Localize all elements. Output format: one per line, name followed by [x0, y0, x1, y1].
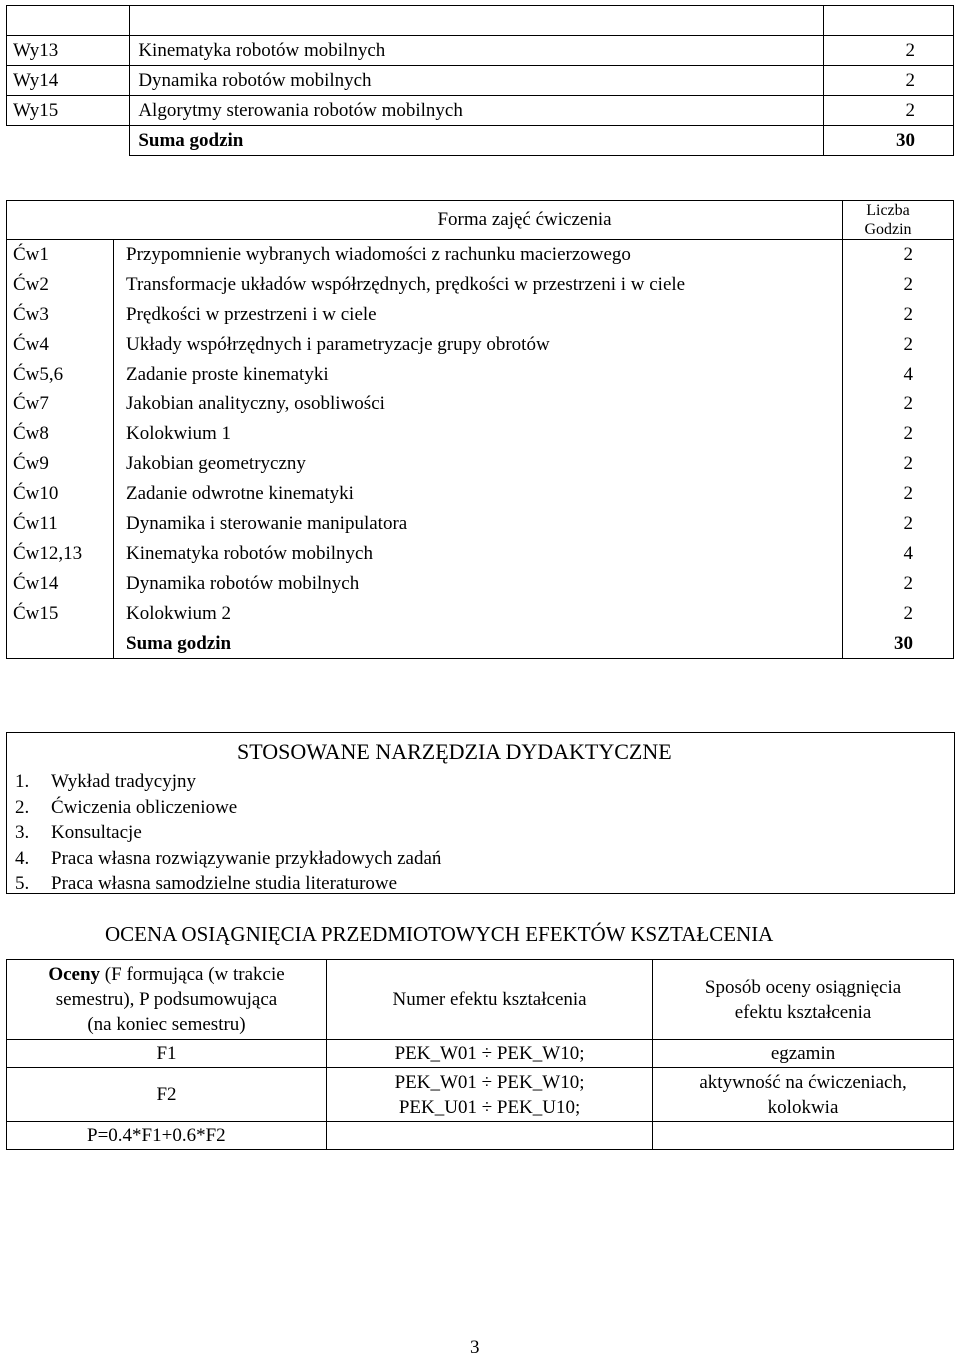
list-item-number: 2.	[15, 796, 30, 818]
exercise-hours: 2	[843, 389, 954, 419]
table-row	[7, 1040, 954, 1068]
exercise-code: Ćw12,13	[7, 539, 114, 569]
exercise-code: Ćw5,6	[7, 360, 114, 390]
table-row	[7, 389, 954, 419]
exercise-code: Ćw4	[7, 330, 114, 360]
exercise-hours: 2	[843, 300, 954, 330]
exercise-hours: 2	[843, 419, 954, 449]
lectures-table	[6, 5, 954, 156]
exercise-code: Ćw15	[7, 599, 114, 629]
exercises-header-row	[7, 201, 954, 240]
exercises-body	[7, 240, 954, 629]
table-row	[7, 449, 954, 479]
lecture-topic: Algorytmy sterowania robotów mobilnych	[130, 96, 823, 126]
exercise-code: Ćw10	[7, 479, 114, 509]
exercise-code: Ćw14	[7, 569, 114, 599]
list-item-text: Ćwiczenia obliczeniowe	[51, 796, 238, 818]
exercise-hours: 2	[843, 509, 954, 539]
grades-header-text: (F formująca (w trakcie	[100, 964, 285, 985]
exercise-topic: Kinematyka robotów mobilnych	[114, 539, 843, 569]
exercise-hours: 4	[843, 360, 954, 390]
exercise-hours: 2	[843, 270, 954, 300]
list-item-number: 4.	[15, 847, 30, 869]
effect-cell: PEK_W01 ÷ PEK_W10; PEK_U01 ÷ PEK_U10;	[327, 1068, 653, 1122]
table-row	[7, 419, 954, 449]
method-cell: aktywność na ćwiczeniach, kolokwia	[653, 1068, 954, 1122]
list-item-number: 1.	[15, 771, 30, 792]
exercise-code: Ćw11	[7, 509, 114, 539]
exercises-table	[6, 200, 954, 659]
exercise-hours: 2	[843, 479, 954, 509]
lectures-top-row	[7, 6, 954, 36]
table-row	[7, 240, 954, 270]
exercise-code: Ćw2	[7, 270, 114, 300]
teaching-tools-title: STOSOWANE NARZĘDZIA DYDAKTYCZNE	[237, 739, 672, 764]
exercise-topic: Kolokwium 2	[114, 599, 843, 629]
table-row	[7, 479, 954, 509]
table-row	[7, 300, 954, 330]
lecture-topic: Dynamika robotów mobilnych	[130, 66, 823, 96]
assessment-header-row	[7, 960, 954, 1040]
exercise-topic: Prędkości w przestrzeni i w ciele	[114, 300, 843, 330]
exercise-code: Ćw7	[7, 389, 114, 419]
list-item	[15, 769, 441, 795]
list-item	[15, 795, 441, 821]
table-row	[7, 270, 954, 300]
list-item	[15, 871, 441, 897]
table-row	[7, 539, 954, 569]
table-row	[7, 330, 954, 360]
table-row	[7, 599, 954, 629]
list-item	[15, 820, 441, 846]
exercise-hours: 2	[843, 599, 954, 629]
exercise-hours: 2	[843, 240, 954, 270]
exercise-topic: Jakobian geometryczny	[114, 449, 843, 479]
lecture-hours: 2	[823, 96, 953, 126]
exercise-topic: Przypomnienie wybranych wiadomości z rachunku macierzowego	[114, 240, 843, 270]
list-item-text: Wykład tradycyjny	[51, 771, 197, 792]
lectures-sum-row	[7, 126, 954, 156]
lecture-topic: Kinematyka robotów mobilnych	[130, 36, 823, 66]
grade-cell: F1	[7, 1040, 327, 1068]
exercises-form-header: Forma zajęć ćwiczenia	[7, 201, 843, 240]
lecture-hours: 2	[823, 66, 953, 96]
exercise-topic: Zadanie proste kinematyki	[114, 360, 843, 390]
assessment-header-effect: Numer efektu kształcenia	[327, 960, 653, 1040]
lecture-code: Wy14	[7, 66, 130, 96]
table-row	[7, 1068, 954, 1122]
teaching-tools-box	[6, 732, 955, 894]
exercise-code: Ćw1	[7, 240, 114, 270]
exercise-topic: Zadanie odwrotne kinematyki	[114, 479, 843, 509]
lecture-code: Wy15	[7, 96, 130, 126]
list-item-number: 3.	[15, 822, 30, 843]
exercise-topic: Dynamika i sterowanie manipulatora	[114, 509, 843, 539]
assessment-table	[6, 959, 954, 1150]
exercise-topic: Jakobian analityczny, osobliwości	[114, 389, 843, 419]
assessment-title: OCENA OSIĄGNIĘCIA PRZEDMIOTOWYCH EFEKTÓW KSZTAŁCENIA	[105, 922, 774, 946]
exercise-hours: 2	[843, 449, 954, 479]
table-row	[7, 96, 954, 126]
table-row	[7, 360, 954, 390]
exercise-topic: Dynamika robotów mobilnych	[114, 569, 843, 599]
effect-cell: PEK_W01 ÷ PEK_W10;	[327, 1040, 653, 1068]
lectures-sum-value: 30	[823, 126, 953, 156]
list-item-text: Praca własna rozwiązywanie przykładowych zadań	[51, 847, 442, 869]
page-number: 3	[470, 1337, 480, 1358]
lecture-code: Wy13	[7, 36, 130, 66]
assessment-header-grades	[7, 960, 327, 1040]
exercise-code: Ćw9	[7, 449, 114, 479]
grades-bold-label: Oceny	[48, 964, 101, 985]
exercise-topic: Układy współrzędnych i parametryzacje grupy obrotów	[114, 330, 843, 360]
table-row	[7, 509, 954, 539]
exercises-sum-label: Suma godzin	[114, 629, 843, 659]
exercise-code: Ćw3	[7, 300, 114, 330]
list-item-text: Konsultacje	[51, 822, 142, 843]
grades-header-text: semestru), P podsumowująca	[55, 989, 278, 1010]
table-row	[7, 36, 954, 66]
method-cell: egzamin	[653, 1040, 954, 1068]
exercises-hours-header: Liczba Godzin	[843, 201, 954, 240]
exercise-topic: Kolokwium 1	[114, 419, 843, 449]
exercises-sum-row	[7, 629, 954, 659]
grade-cell: F2	[7, 1068, 327, 1122]
list-item-number: 5.	[15, 873, 30, 894]
list-item	[15, 846, 442, 872]
exercise-hours: 4	[843, 539, 954, 569]
table-row	[7, 66, 954, 96]
lectures-sum-label: Suma godzin	[130, 126, 823, 156]
list-item-text: Praca własna samodzielne studia literaturowe	[51, 873, 398, 894]
assessment-header-method: Sposób oceny osiągnięcia efektu kształcenia	[653, 960, 954, 1040]
teaching-tools-list	[15, 769, 442, 897]
grades-header-text: (na koniec semestru)	[87, 1014, 246, 1035]
final-grade-formula: P=0.4*F1+0.6*F2	[7, 1122, 327, 1150]
formula-row	[7, 1122, 954, 1150]
exercise-code: Ćw8	[7, 419, 114, 449]
lecture-hours: 2	[823, 36, 953, 66]
exercise-topic: Transformacje układów współrzędnych, prędkości w przestrzeni i w ciele	[114, 270, 843, 300]
exercises-sum-value: 30	[843, 629, 954, 659]
table-row	[7, 569, 954, 599]
exercise-hours: 2	[843, 330, 954, 360]
exercise-hours: 2	[843, 569, 954, 599]
